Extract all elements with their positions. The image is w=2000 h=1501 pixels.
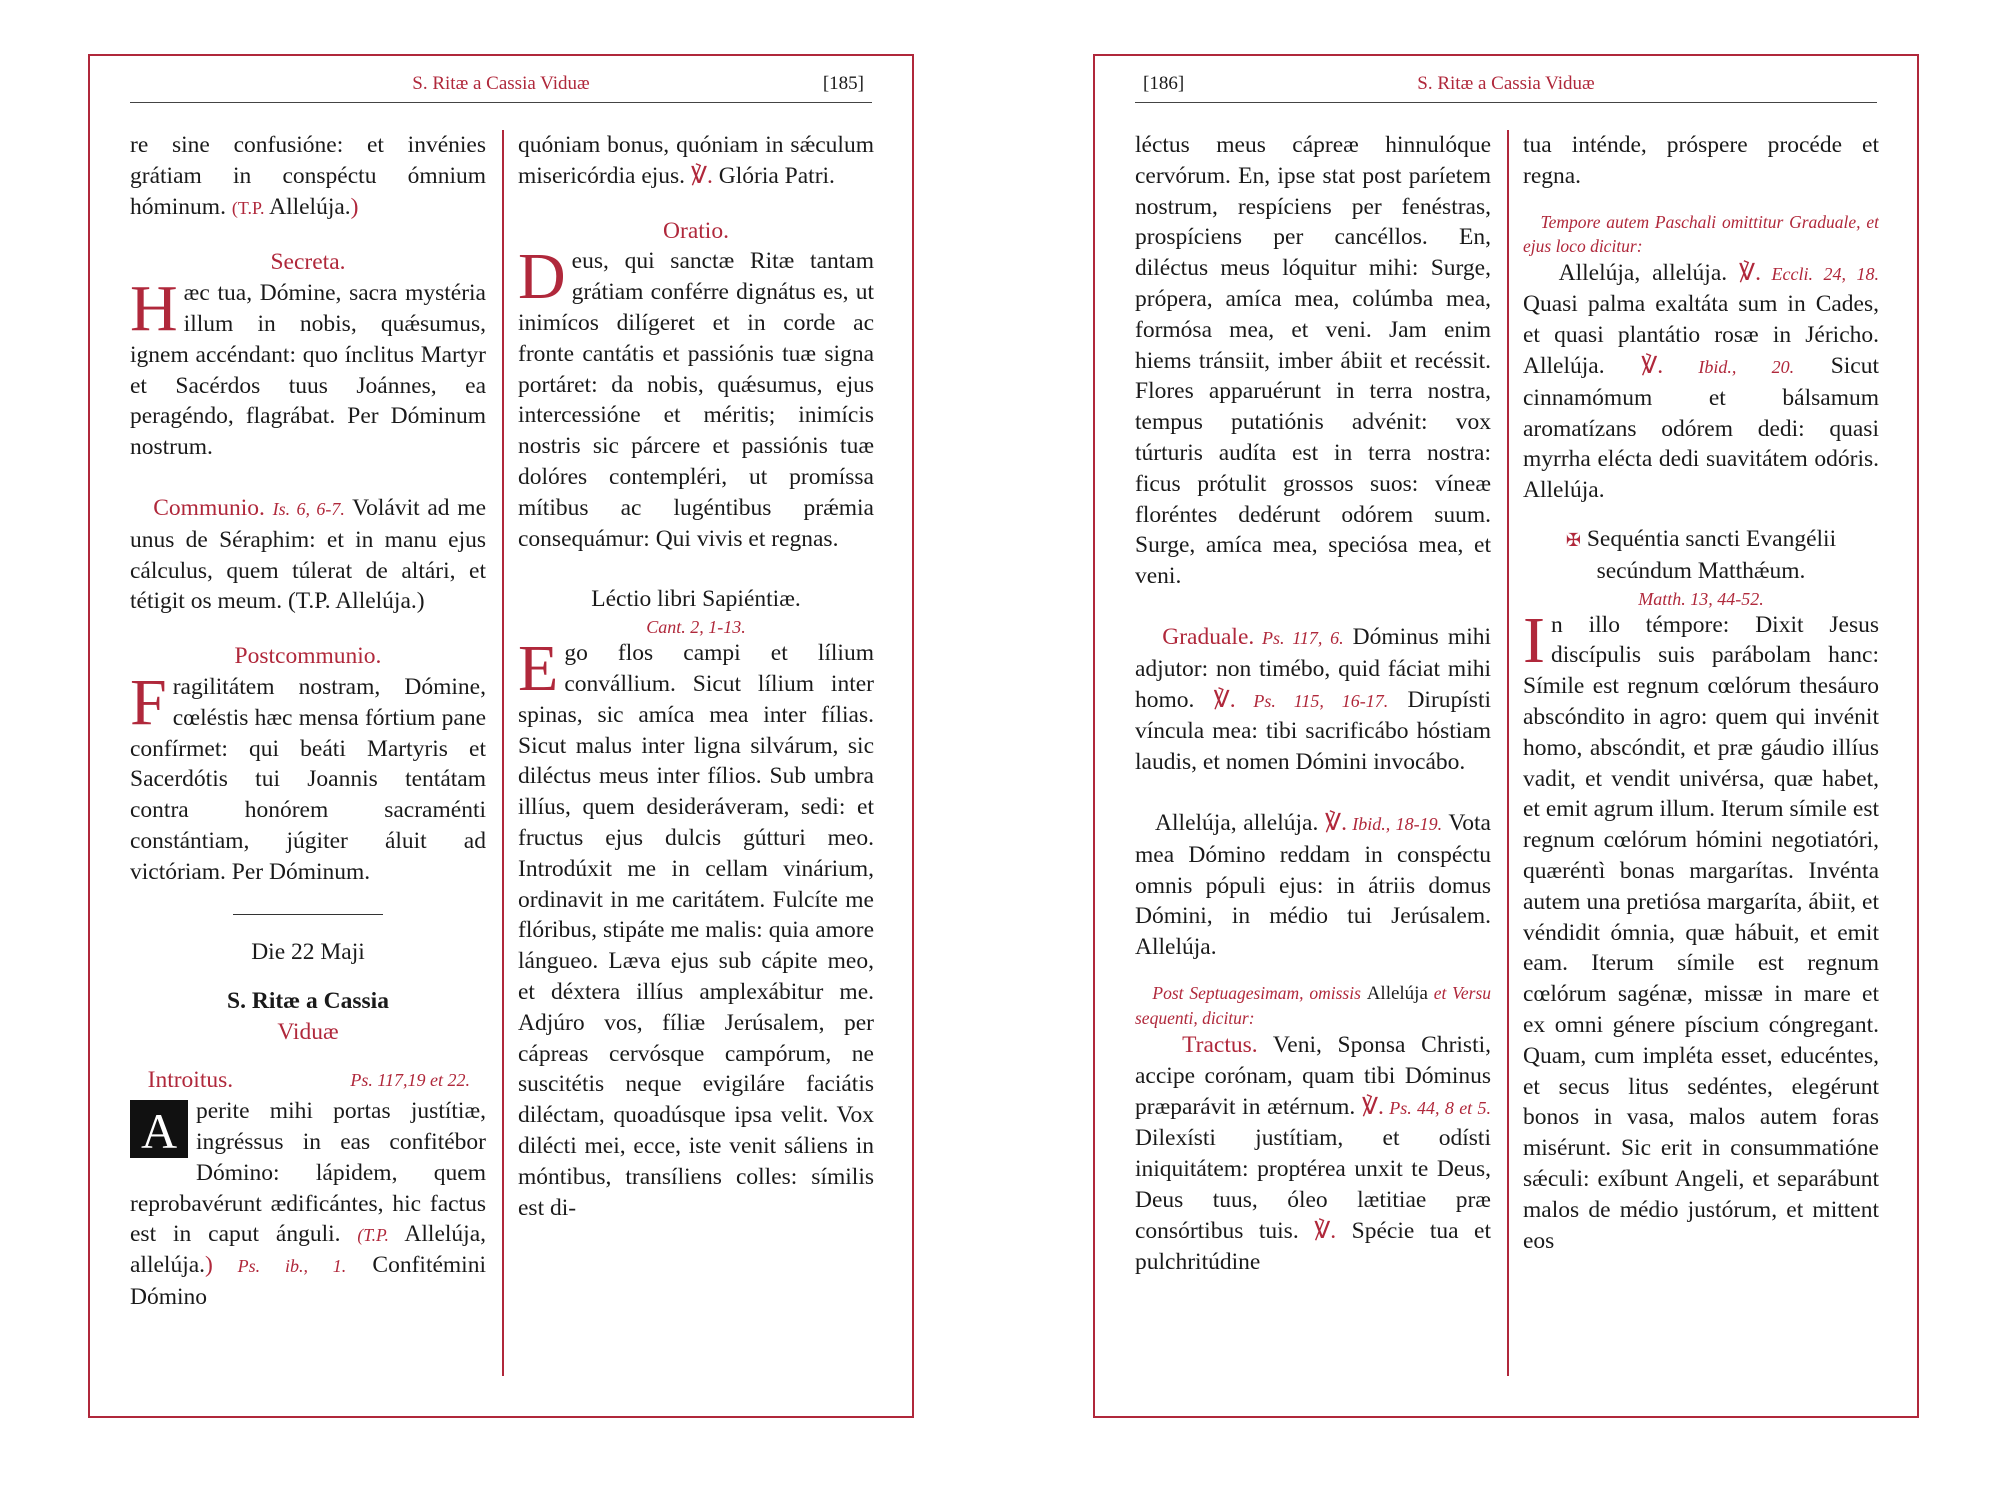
page-number: [186] (1143, 73, 1185, 94)
lectio-title: Léctio libri Sapiéntiæ. (591, 586, 801, 613)
secreta-heading: Secreta. (270, 249, 346, 276)
running-head (1135, 68, 1877, 103)
alleluia-text: Allelúja, allelúja. ℣. Ibid., 18-19. Vota mea Dómino reddam in conspéctu omnis pópuli ejus: in átriis domus Dómini, in médio tui Jerúsalem. Allelúja. (1135, 809, 1491, 961)
gospel-ref: Matth. 13, 44-52. (1638, 588, 1764, 609)
alleluia-text: Allelúja, allelúja. ℣. Eccli. 24, 18. Quasi palma exaltáta sum in Cades, et quasi plantátio rosæ in Jéricho. Allelúja. ℣. Ibid., 20. Sicut cinnamómum et bálsamum aromatízans odórem dedi: quasi myrrha elécta dedi suavitátem odóris. Allelúja. (1523, 259, 1879, 504)
lectio-ref: Cant. 2, 1-13. (646, 617, 746, 638)
postcommunio-text: Fragilitátem nostram, Dómine, cœléstis hæc mensa fórtium pane confírmet: qui beáti Martyris et Sacerdótis tui Joannis tentátam contra honórem sacraménti constántiam, júgiter áluit ad victóriam. Per Dóminum. (130, 665, 486, 885)
running-title: S. Ritæ a Cassia Viduæ (412, 73, 590, 94)
ornate-initial: A (130, 1100, 188, 1158)
cross-icon: ✠ (1565, 529, 1581, 550)
feast-subtitle: Viduæ (277, 1018, 339, 1045)
graduale-text: Graduale. Ps. 117, 6. Dóminus mihi adjutor: non timébo, quid fáciat mihi homo. ℣. Ps. 115, 16-17. Dirupísti víncula mea: tibi sacrificábo hóstiam laudis, et nomen Dómini invocábo. (1135, 623, 1491, 776)
drop-cap: H (130, 272, 178, 346)
drop-cap: F (130, 665, 167, 739)
divider (233, 914, 383, 916)
secreta-text: Hæc tua, Dómine, sacra mystéria illum in nobis, quǽsumus, ignem accéndant: quo ínclitus Martyr et Sacérdos tuus Joánnes, ea peragéndo, flagrábat. Per Dóminum nostrum. (130, 272, 486, 461)
introitus-heading: Introitus. Ps. 117,19 et 22. (147, 1067, 470, 1094)
running-title: S. Ritæ a Cassia Viduæ (1417, 73, 1595, 94)
tractus-text: Tractus. Veni, Sponsa Christi, accipe corónam, quam tibi Dóminus præparávit in ætérnum. ℣. Ps. 44, 8 et 5. Dilexísti justítiam, et odísti iniquitátem: proptérea unxit te Deus, Deus tuus, óleo lætitiae præ consórtibus tuis. ℣. Spécie tua et pulchritúdine (1135, 1031, 1491, 1275)
drop-cap: I (1523, 603, 1545, 677)
postcommunio-heading: Postcommunio. (234, 643, 382, 670)
paragraph: re sine confusióne: et invénies grátiam in conspéctu ómnium hóminum. (T.P. Allelúja.) (130, 132, 486, 220)
feast-title: S. Ritæ a Cassia (227, 987, 389, 1014)
column-rule (502, 130, 504, 1376)
rubric: Tempore autem Paschali omittitur Graduale, et ejus loco dicitur: (1523, 211, 1879, 256)
column-rule (1507, 130, 1509, 1376)
right-column-1 (1135, 130, 1491, 1376)
drop-cap: D (518, 240, 566, 314)
oratio-heading: Oratio. (663, 217, 729, 244)
paragraph: léctus meus cápreæ hinnulóque cervórum. En, ipse stat post paríetem nostrum, respíciens per fenéstras, prospíciens per cancéllos. En, diléctus meus lóquitur mihi: Surge, própera, amíca mea, colúmba mea, formósa mea, et veni. Jam enim hiems tránsiit, imber ábiit et recéssit. Flores apparuérunt in terra nostra, tempus putatiónis advénit: vox túrturis audíta est in terra nostra: ficus prótulit grossos suos: víneæ floréntes dedérunt odórem suum. Surge, amíca mea, speciósa mea, et veni. (1135, 132, 1491, 590)
communio-text: Communio. Is. 6, 6-7. Volávit ad me unus de Séraphim: et in manu ejus cálculus, quem túlerat de altári, et tétigit os meum. (T.P. Allelúja.) (130, 494, 486, 615)
paragraph: quóniam bonus, quóniam in sǽculum misericórdia ejus. ℣. Glória Patri. (518, 132, 874, 189)
feast-date: Die 22 Maji (251, 939, 365, 966)
paragraph: tua inténde, próspere procéde et regna. (1523, 132, 1879, 189)
gospel-title: ✠ Sequéntia sancti Evangélii secúndum Matthǽum. (1565, 525, 1837, 584)
left-page (88, 54, 914, 1418)
lectio-text: Ego flos campi et lílium convállium. Sicut lílium inter spinas, sic amíca mea inter fílias. Sicut malus inter ligna silvárum, sic diléctus meus inter fílios. Sub umbra illíus, quem desideráveram, sedi: et fructus ejus dulcis gútturi meo. Introdúxit me in cellam vinárium, ordinavit in me caritátem. Fulcíte me flóribus, stipáte me malis: quia amore lángueo. Læva ejus sub cápite meo, et déxtera illíus amplexábitur me. Adjúro vos, fíliæ Jerúsalem, per cápreas cervósque campórum, ne suscitétis neque evigiláre faciátis diléctam, quoadúsque ipsa velit. Vox dilécti mei, ecce, iste venit sáliens in móntibus, transíliens colles: símilis est di- (518, 632, 874, 1221)
oratio-text: Deus, qui sanctæ Ritæ tantam grátiam conférre dignátus es, ut inimícos dilígeret et in corde ac fronte cantátis et passiónis tuæ signa portáret: da nobis, quǽsumus, ejus intercessióne et méritis; inimícis nostris sic párcere et passiónis tuæ dolóres contempléri, ut promíssa mítibus ac lugéntibus prǽmia consequámur: Qui vivis et regnas. (518, 240, 874, 552)
left-column-1 (130, 130, 486, 1376)
right-column-2 (1523, 130, 1879, 1376)
gospel-text: In illo témpore: Dixit Jesus discípulis suis parábolam hanc: Símile est regnum cœlórum thesáuro abscóndito in agro: quem qui invénit homo, abscóndit, et præ gáudio illíus vadit, et vendit univérsa, quæ habet, et emit agrum illum. Iterum símile est regnum cœlórum hómini negotiatóri, quæréntì bonas margarítas. Invénta autem una pretiósa margaríta, ábiit, et véndidit ómnia, quæ hábuit, et emit eam. Iterum símile est regnum cœlórum sagénæ, missæ in mare et ex omni génere píscium cóngregant. Quam, cum impléta esset, educéntes, et secus litus sedéntes, elegérunt bonos in vasa, malos autem foras misérunt. Sic erit in consummatióne sǽculi: exíbunt Angeli, et separábunt malos de médio justórum, et mittent eos (1523, 603, 1879, 1254)
left-column-2 (518, 130, 874, 1376)
running-head (130, 68, 872, 103)
right-page (1093, 54, 1919, 1418)
introitus-text: A perite mihi portas justítiæ, ingréssus in eas confitébor Dómino: lápidem, quem reprobavérunt ædificántes, hic factus est in caput ánguli. (T.P. Allelúja, allelúja.) Ps. ib., 1. Confitémini Dómino (130, 1098, 486, 1310)
page-number: [185] (822, 73, 864, 94)
drop-cap: E (518, 632, 559, 706)
rubric: Post Septuagesimam, omissis Allelúja et Versu sequenti, dicitur: (1135, 982, 1491, 1028)
